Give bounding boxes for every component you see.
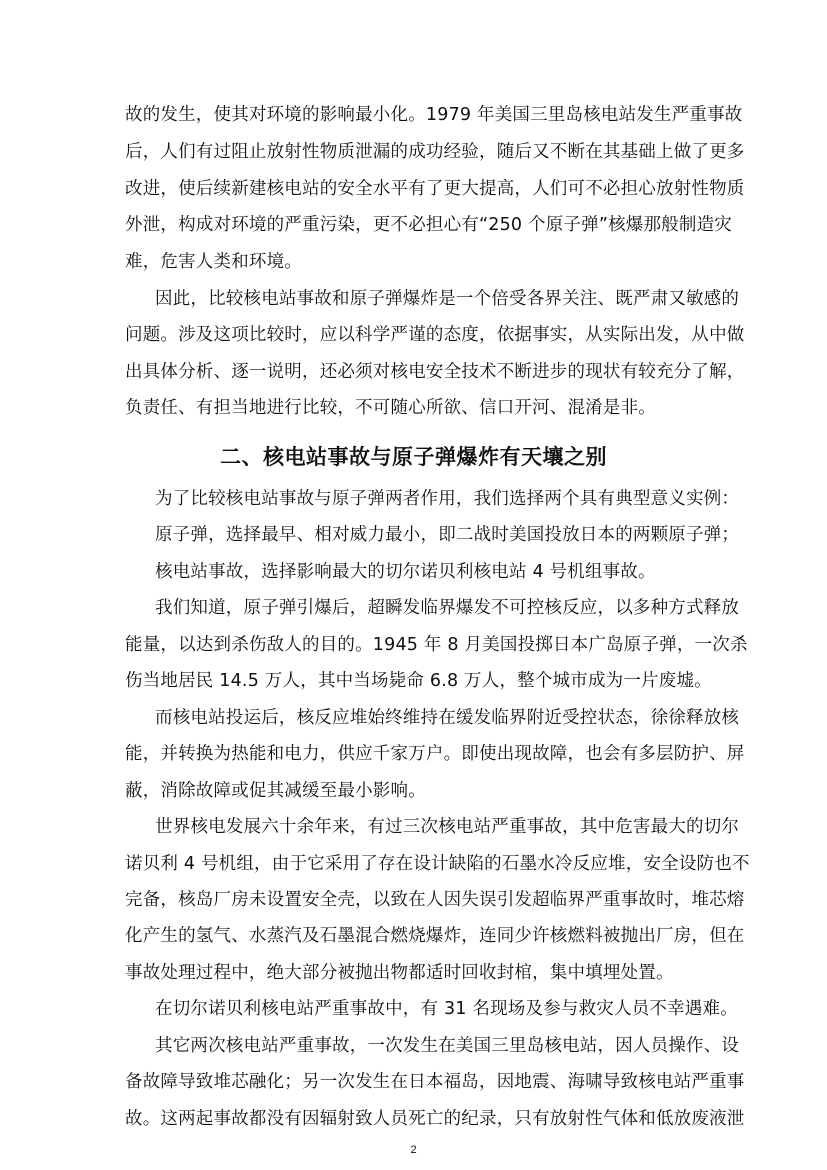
- paragraph-line: 改进，使后续新建核电站的安全水平有了更大提高，人们可不必担心放射性物质: [125, 179, 745, 199]
- paragraph-line: 原子弹，选择最早、相对威力最小，即二战时美国投放日本的两颗原子弹；: [155, 525, 740, 545]
- paragraph-line: 备故障导致堆芯融化；另一次发生在日本福岛，因地震、海啸导致核电站严重事: [125, 1072, 745, 1092]
- page-number: 2: [410, 1144, 417, 1156]
- paragraph-line: 能量，以达到杀伤敌人的目的。1945 年 8 月美国投掷日本广岛原子弹，一次杀: [125, 635, 748, 655]
- paragraph-line: 我们知道，原子弹引爆后，超瞬发临界爆发不可控核反应，以多种方式释放: [155, 598, 740, 618]
- paragraph-line: 在切尔诺贝利核电站严重事故中，有 31 名现场及参与救灾人员不幸遇难。: [155, 999, 738, 1019]
- paragraph-line: 问题。涉及这项比较时，应以科学严谨的态度，依据事实，从实际出发，从中做: [125, 325, 745, 345]
- paragraph-line: 后，人们有过阻止放射性物质泄漏的成功经验，随后又不断在其基础上做了更多: [125, 142, 745, 162]
- paragraph-line: 难，危害人类和环境。: [125, 252, 302, 272]
- paragraph-line: 伤当地居民 14.5 万人，其中当场毙命 6.8 万人，整个城市成为一片废墟。: [125, 671, 712, 691]
- paragraph-line: 诺贝利 4 号机组，由于它采用了存在设计缺陷的石墨水冷反应堆，安全设防也不: [125, 854, 750, 874]
- paragraph-line: 出具体分析、逐一说明，还必须对核电安全技术不断进步的现状有较充分了解，: [125, 362, 745, 382]
- paragraph-line: 事故处理过程中，绝大部分被抛出物都适时回收封棺，集中填埋处置。: [125, 963, 674, 983]
- paragraph-line: 完备，核岛厂房未设置安全壳，以致在人因失误引发超临界严重事故时，堆芯熔: [125, 890, 745, 910]
- paragraph-line: 能，并转换为热能和电力，供应千家万户。即使出现故障，也会有多层防护、屏: [125, 744, 745, 764]
- paragraph-line: 故。这两起事故都没有因辐射致人员死亡的纪录，只有放射性气体和低放废液泄: [125, 1109, 745, 1129]
- paragraph-line: 为了比较核电站事故与原子弹两者作用，我们选择两个具有典型意义实例：: [155, 489, 740, 509]
- paragraph-line: 化产生的氢气、水蒸汽及石墨混合燃烧爆炸，连同少许核燃料被抛出厂房，但在: [125, 926, 745, 946]
- paragraph-line: 外泄，构成对环境的严重污染，更不必担心有“250 个原子弹”核爆那般制造灾: [125, 215, 732, 235]
- paragraph-line: 而核电站投运后，核反应堆始终维持在缓发临界附近受控状态，徐徐释放核: [155, 708, 740, 728]
- paragraph-line: 其它两次核电站严重事故，一次发生在美国三里岛核电站，因人员操作、设: [155, 1036, 740, 1056]
- paragraph-line: 负责任、有担当地进行比较，不可随心所欲、信口开河、混淆是非。: [125, 398, 656, 418]
- paragraph-line: 核电站事故，选择影响最大的切尔诺贝利核电站 4 号机组事故。: [155, 562, 656, 582]
- paragraph-line: 故的发生，使其对环境的影响最小化。1979 年美国三里岛核电站发生严重事故: [125, 105, 743, 125]
- paragraph-line: 因此，比较核电站事故和原子弹爆炸是一个倍受各界关注、既严肃又敏感的: [155, 289, 740, 309]
- paragraph-line: 世界核电发展六十余年来，有过三次核电站严重事故，其中危害最大的切尔: [155, 817, 740, 837]
- paragraph-line: 蔽，消除故障或促其减缓至最小影响。: [125, 781, 426, 801]
- section-heading: 二、核电站事故与原子弹爆炸有天壤之别: [220, 445, 607, 469]
